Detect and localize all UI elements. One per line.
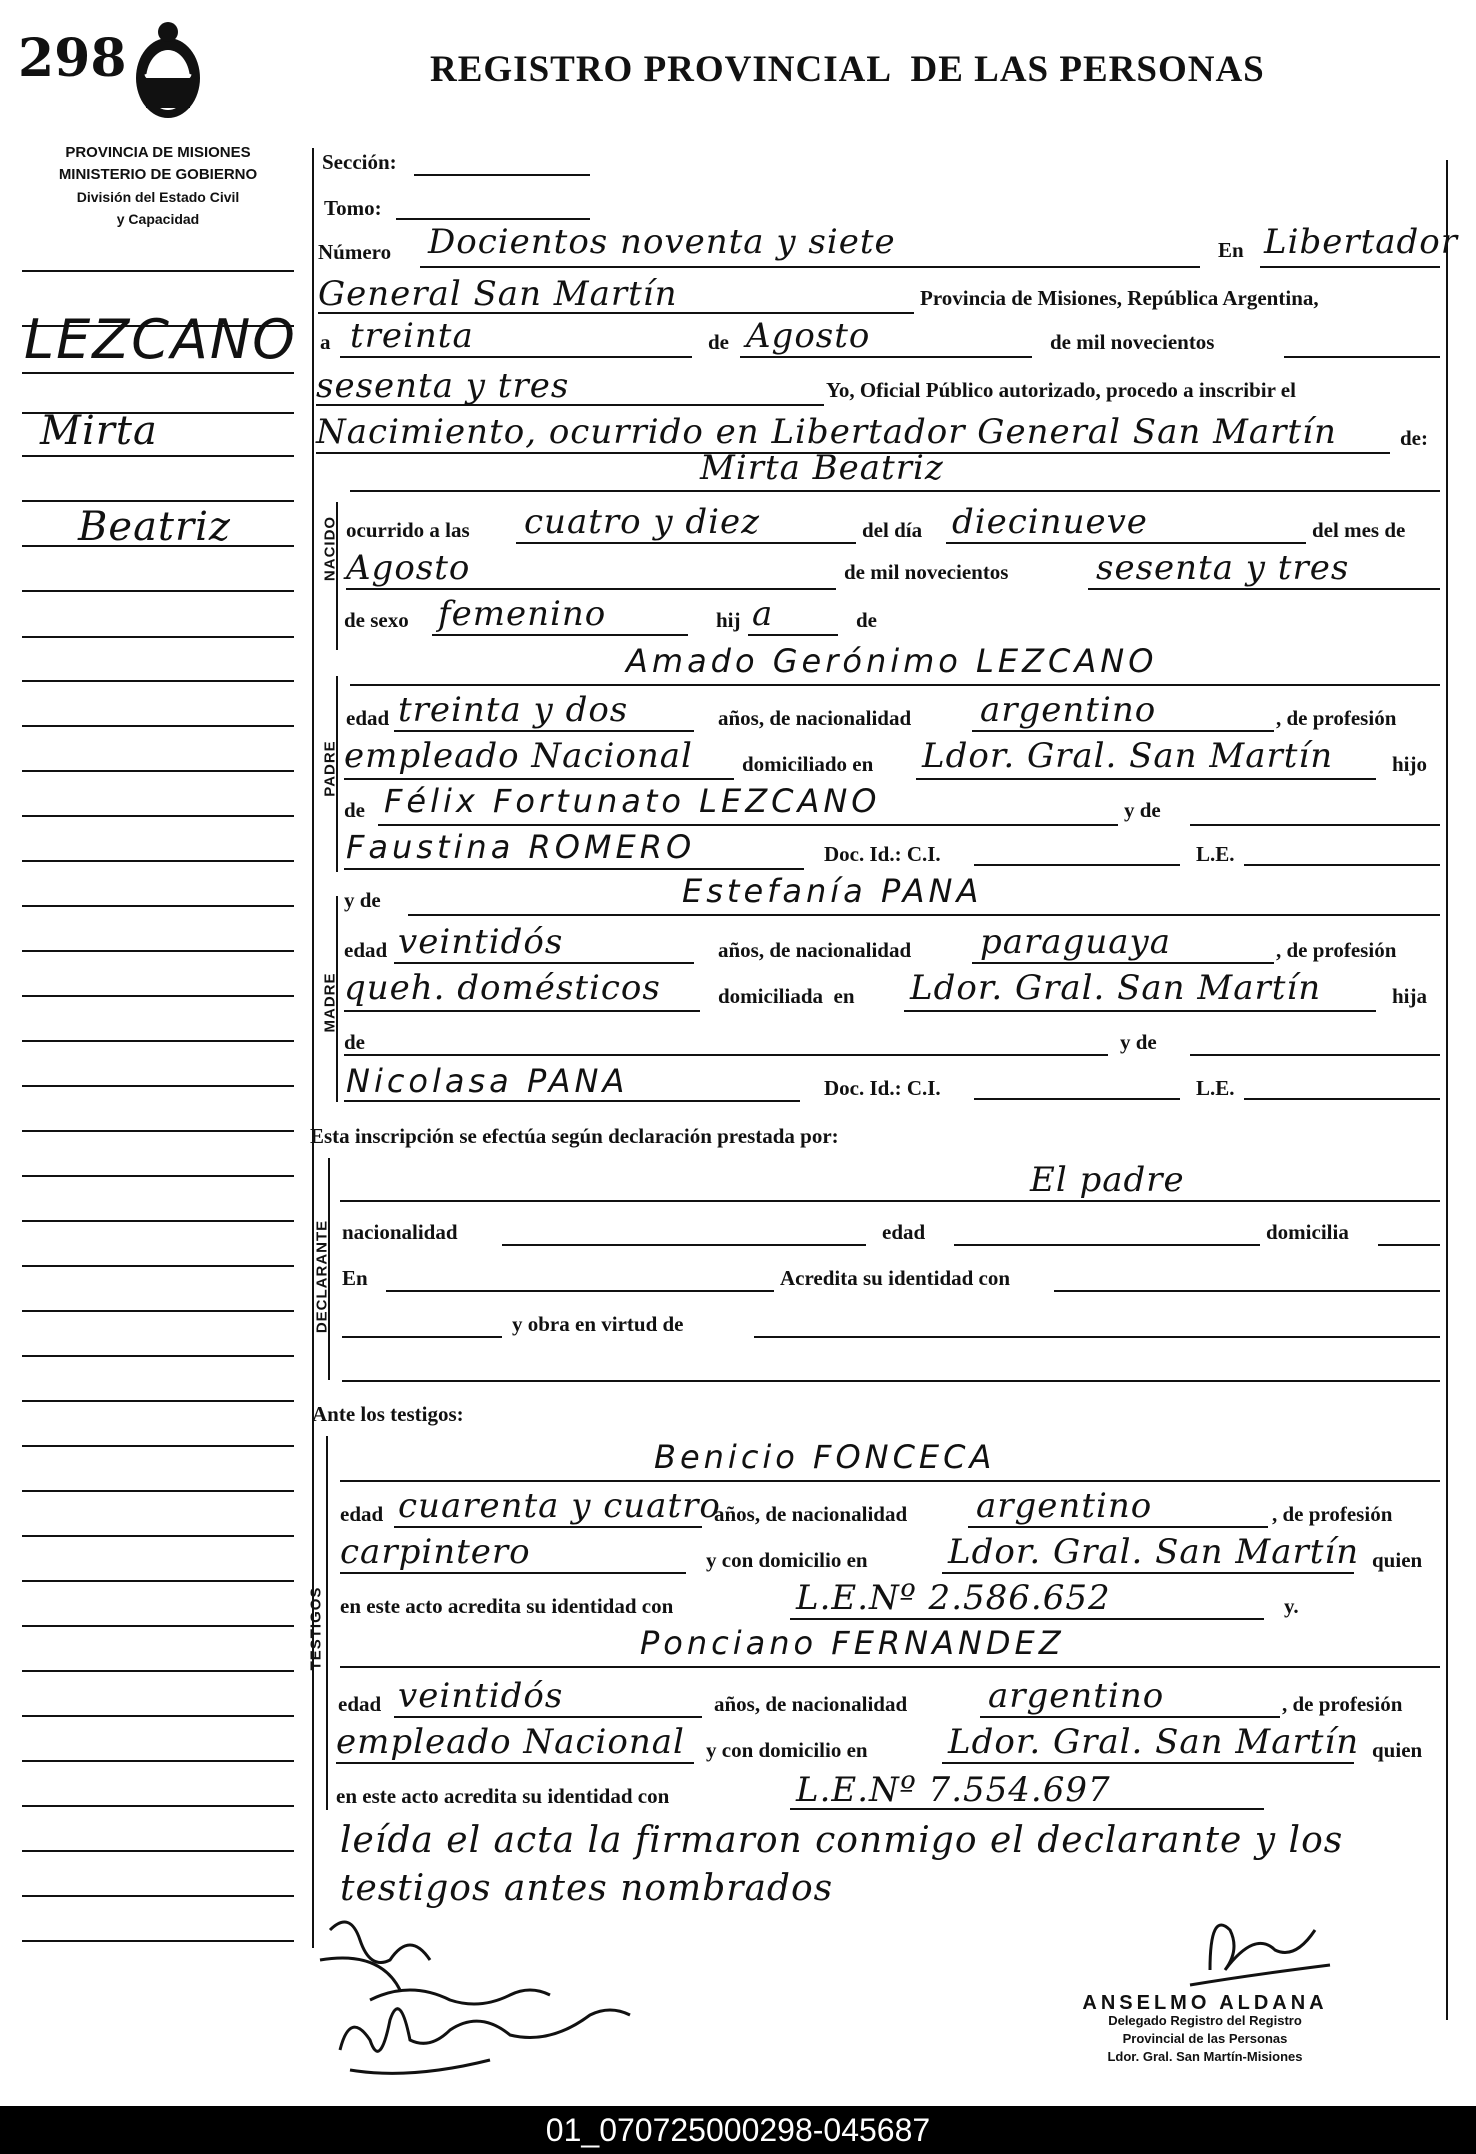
madre-dom-field [904, 1010, 1376, 1012]
madre-doc-label: Doc. Id.: C.I. [824, 1076, 941, 1100]
t1-dom-value: Ldor. Gral. San Martín [948, 1532, 1360, 1572]
padre-doc-label: Doc. Id.: C.I. [824, 842, 941, 866]
t1-edad-label: edad [340, 1502, 384, 1526]
decl-extra-field [342, 1380, 1440, 1382]
madre-prof-field [344, 1010, 700, 1012]
t2-doc-value: L.E.Nº 7.554.697 [796, 1770, 1111, 1810]
dia-nac-field [946, 542, 1306, 544]
abuela-p-value: Faustina ROMERO [346, 828, 696, 866]
abuela-p-field [344, 868, 804, 870]
padre-nac-label: años, de nacionalidad [718, 706, 912, 730]
provincia-label: Provincia de Misiones, República Argentina, [920, 286, 1319, 310]
madre-nombre-field [408, 914, 1440, 916]
madre-y-de-label: y de [344, 888, 381, 912]
abuelo-p-y-de-label: y de [1124, 798, 1161, 822]
madre-edad-label: edad [344, 938, 388, 962]
page-number: 298 [18, 28, 127, 89]
hij-label: hij [716, 608, 741, 632]
t2-prof-label: , de profesión [1282, 1692, 1403, 1716]
seccion-field [414, 174, 590, 176]
testigo2-nombre-value: Ponciano FERNANDEZ [640, 1624, 1065, 1662]
t1-nac-label: años, de nacionalidad [714, 1502, 908, 1526]
hija-suffix-value: a [752, 594, 774, 634]
ocurrido-label: ocurrido a las [346, 518, 470, 542]
testigo1-nombre-field [340, 1480, 1440, 1482]
decl-obra-field-1 [342, 1336, 502, 1338]
decl-domicilia-field [1378, 1244, 1440, 1246]
madre-prof-value: queh. domésticos [344, 968, 661, 1008]
t2-prof-field [336, 1762, 694, 1764]
t1-quien-label: quien [1372, 1548, 1423, 1572]
decl-nacionalidad-label: nacionalidad [342, 1220, 458, 1244]
padre-dom-value: Ldor. Gral. San Martín [922, 736, 1334, 776]
tomo-field [396, 218, 590, 220]
t1-nac-value: argentino [976, 1486, 1153, 1526]
yo-oficial-label: Yo, Oficial Público autorizado, procedo a inscribir el [826, 378, 1296, 402]
padre-dom-label: domiciliado en [742, 752, 874, 776]
abuelo-m-de-label: de [344, 1030, 365, 1054]
margin-surname: LEZCANO [24, 308, 297, 371]
padre-doc-field [974, 864, 1180, 866]
padre-nombre-value: Amado Gerónimo LEZCANO [626, 642, 1158, 680]
official-signature [1180, 1900, 1340, 2004]
sexo-value: femenino [438, 594, 607, 634]
t2-dom-value: Ldor. Gral. San Martín [948, 1722, 1360, 1762]
t1-edad-value: cuarenta y cuatro [398, 1486, 721, 1526]
t1-dom-label: y con domicilio en [706, 1548, 868, 1572]
sexo-label: de sexo [344, 608, 409, 632]
numero-field [420, 266, 1200, 268]
t2-doc-field [790, 1808, 1264, 1810]
margin-first-name: Mirta [40, 408, 158, 454]
document-id-footer: 01_070725000298-045687 [0, 2106, 1476, 2154]
abuela-m-value: Nicolasa PANA [346, 1062, 629, 1100]
abuelo-m-field [344, 1054, 1108, 1056]
padre-nac-field [972, 730, 1274, 732]
t1-edad-field [394, 1526, 702, 1528]
t2-dom-label: y con domicilio en [706, 1738, 868, 1762]
dia-field [340, 356, 692, 358]
mes-value: Agosto [746, 316, 871, 356]
t2-dom-field [942, 1762, 1354, 1764]
lugar-value-2: General San Martín [318, 274, 678, 314]
padre-le-label: L.E. [1196, 842, 1235, 866]
t2-nac-label: años, de nacionalidad [714, 1692, 908, 1716]
hora-value: cuatro y diez [524, 502, 761, 542]
anio-nac-value: sesenta y tres [1096, 548, 1350, 588]
t2-edad-label: edad [338, 1692, 382, 1716]
testigo2-nombre-field [340, 1666, 1440, 1668]
closing-line-1: leída el acta la firmaron conmigo el declarante y los [340, 1820, 1344, 1861]
t2-acto-label: en este acto acredita su identidad con [336, 1784, 670, 1808]
madre-prof-label: , de profesión [1276, 938, 1397, 962]
lugar-field-2 [318, 312, 914, 314]
document-title: REGISTRO PROVINCIAL DE LAS PERSONAS [430, 49, 1265, 90]
issuer-line-2: MINISTERIO DE GOBIERNO [58, 166, 258, 183]
dia-nac-value: diecinueve [952, 502, 1148, 542]
t1-nac-field [968, 1526, 1268, 1528]
t1-doc-field [790, 1618, 1264, 1620]
hora-field [516, 542, 856, 544]
numero-value: Docientos noventa y siete [428, 222, 896, 262]
stamp-name: ANSELMO ALDANA [1082, 1992, 1328, 2014]
t2-prof-value: empleado Nacional [336, 1722, 685, 1762]
t1-prof-value: carpintero [340, 1532, 531, 1572]
issuer-line-4: y Capacidad [116, 211, 200, 227]
seccion-label: Sección: [322, 150, 397, 174]
padre-prof-value: empleado Nacional [344, 736, 693, 776]
t1-dom-field [942, 1572, 1354, 1574]
coat-of-arms-emblem [125, 18, 211, 130]
padre-edad-value: treinta y dos [398, 690, 629, 730]
testigo1-nombre-value: Benicio FONCECA [654, 1438, 996, 1476]
declaracion-label: Esta inscripción se efectúa según declaración prestada por: [310, 1124, 839, 1148]
signatures-left [310, 1900, 730, 2104]
a-label: a [320, 330, 331, 354]
anio-nac-field [1088, 588, 1440, 590]
madre-edad-value: veintidós [398, 922, 564, 962]
madre-nac-field [972, 962, 1274, 964]
numero-label: Número [318, 240, 392, 264]
main-right-border [1446, 160, 1448, 2020]
issuer-line-3: División del Estado Civil [76, 189, 240, 205]
section-nacido: NACIDO [321, 515, 339, 582]
t2-nac-value: argentino [988, 1676, 1165, 1716]
madre-le-label: L.E. [1196, 1076, 1235, 1100]
decl-en-label: En [342, 1266, 368, 1290]
margin-second-name: Beatriz [78, 504, 231, 550]
anio-field-a [1284, 356, 1440, 358]
nombre-value: Mirta Beatriz [700, 448, 944, 488]
madre-nac-value: paraguaya [980, 922, 1171, 962]
padre-prof-label: , de profesión [1276, 706, 1397, 730]
madre-doc-field [974, 1098, 1180, 1100]
abuelo-p-value: Félix Fortunato LEZCANO [384, 782, 881, 820]
madre-dom-label: domiciliada en [718, 984, 855, 1008]
padre-edad-label: edad [346, 706, 390, 730]
acto-value: Nacimiento, ocurrido en Libertador General San Martín [316, 412, 1337, 452]
abuelo-p-field-2 [1190, 824, 1440, 826]
anio-field-b [316, 404, 824, 406]
decl-acredita-label: Acredita su identidad con [780, 1266, 1011, 1290]
del-mes-label: del mes de [1312, 518, 1406, 542]
decl-domicilia-label: domicilia [1266, 1220, 1349, 1244]
stamp-line-1: Delegado Registro del Registro [1108, 2013, 1302, 2028]
decl-edad-field [954, 1244, 1260, 1246]
de-mes-label: de [708, 330, 729, 354]
madre-nac-label: años, de nacionalidad [718, 938, 912, 962]
hija-field [748, 634, 838, 636]
stamp-line-2: Provincial de las Personas [1122, 2031, 1288, 2046]
madre-edad-field [394, 962, 694, 964]
padre-nac-value: argentino [980, 690, 1157, 730]
official-stamp [1040, 1994, 1370, 2066]
madre-le-field [1244, 1098, 1440, 1100]
abuela-m-field [344, 1100, 800, 1102]
t2-quien-label: quien [1372, 1738, 1423, 1762]
mes-nac-field [346, 588, 836, 590]
nombre-field [350, 490, 1440, 492]
t1-prof-label: , de profesión [1272, 1502, 1393, 1526]
padre-edad-field [394, 730, 694, 732]
t2-nac-field [980, 1716, 1280, 1718]
t1-prof-field [340, 1572, 686, 1574]
de-mil2-label: de mil novecientos [844, 560, 1009, 584]
t1-y-label: y. [1284, 1594, 1299, 1618]
padre-nombre-field [350, 684, 1440, 686]
section-madre: MADRE [321, 972, 339, 1033]
t1-doc-value: L.E.Nº 2.586.652 [796, 1578, 1111, 1618]
anio-value: sesenta y tres [316, 366, 570, 406]
declarante-value: El padre [1030, 1160, 1185, 1200]
closing-line-2: testigos antes nombrados [340, 1868, 834, 1909]
hija-label: hija [1392, 984, 1428, 1008]
issuer-line-1: PROVINCIA DE MISIONES [65, 144, 251, 161]
sexo-field [432, 634, 688, 636]
padre-prof-field [344, 778, 734, 780]
de-mil-label: de mil novecientos [1050, 330, 1215, 354]
padre-le-field [1244, 864, 1440, 866]
stamp-line-3: Ldor. Gral. San Martín-Misiones [1107, 2049, 1303, 2064]
abuelo-m-y-de-label: y de [1120, 1030, 1157, 1054]
section-declarante: DECLARANTE [313, 1219, 331, 1334]
decl-acredita-field [1054, 1290, 1440, 1292]
testigos-rule [326, 1436, 328, 1810]
decl-nacionalidad-field [502, 1244, 866, 1246]
mes-field [740, 356, 1032, 358]
decl-edad-label: edad [882, 1220, 926, 1244]
t1-acto-label: en este acto acredita su identidad con [340, 1594, 674, 1618]
padre-dom-field [916, 778, 1376, 780]
mes-nac-value: Agosto [346, 548, 471, 588]
section-testigos: TESTIGOS [307, 1586, 325, 1671]
issuer-block [22, 142, 294, 230]
decl-obra-label: y obra en virtud de [512, 1312, 684, 1336]
decl-en-field [386, 1290, 774, 1292]
t2-edad-field [394, 1716, 702, 1718]
dia-value: treinta [350, 316, 474, 356]
t2-edad-value: veintidós [398, 1676, 564, 1716]
ante-testigos-label: Ante los testigos: [312, 1402, 464, 1426]
de-progenitor-label: de [856, 608, 877, 632]
en-label: En [1218, 238, 1244, 262]
hijo-label: hijo [1392, 752, 1428, 776]
de-colon-label: de: [1400, 426, 1428, 450]
decl-obra-field-2 [754, 1336, 1440, 1338]
del-dia-label: del día [862, 518, 923, 542]
declarante-field [340, 1200, 1440, 1202]
lugar-field-1 [1260, 266, 1440, 268]
abuelo-m-field-2 [1190, 1054, 1440, 1056]
abuelo-p-de-label: de [344, 798, 365, 822]
madre-dom-value: Ldor. Gral. San Martín [910, 968, 1322, 1008]
section-padre: PADRE [321, 740, 339, 797]
abuelo-p-field [378, 824, 1118, 826]
tomo-label: Tomo: [324, 196, 382, 220]
lugar-value-1: Libertador [1264, 222, 1459, 262]
madre-nombre-value: Estefanía PANA [682, 872, 983, 910]
